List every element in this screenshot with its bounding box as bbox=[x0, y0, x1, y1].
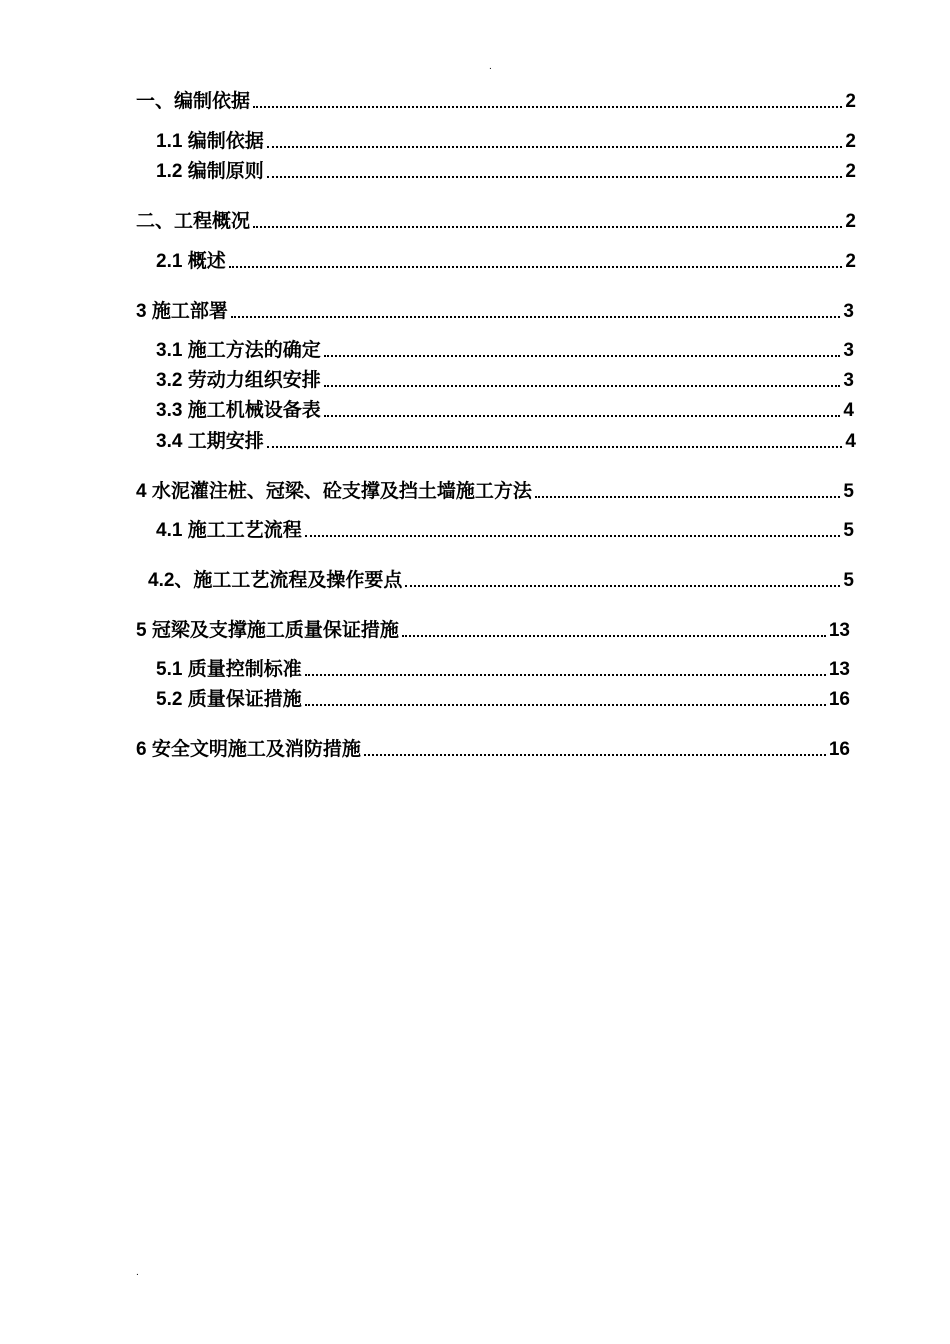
toc-entry-page: 2 bbox=[845, 251, 856, 272]
toc-leader-dots bbox=[364, 754, 826, 756]
toc-entry-page: 5 bbox=[843, 481, 854, 502]
toc-leader-dots bbox=[305, 535, 841, 537]
toc-leader-dots bbox=[267, 446, 843, 448]
toc-leader-dots bbox=[253, 226, 842, 228]
toc-entry-5-2[interactable] bbox=[156, 687, 850, 713]
toc-entry-page: 5 bbox=[843, 570, 854, 591]
toc-entry-page: 16 bbox=[828, 739, 850, 760]
toc-entry-title: 3.4 工期安排 bbox=[156, 431, 264, 452]
toc-entry-2-1[interactable] bbox=[156, 249, 856, 275]
toc-entry-page: 2 bbox=[845, 91, 856, 112]
toc-entry-page: 3 bbox=[843, 370, 854, 391]
toc-entry-4[interactable] bbox=[136, 479, 854, 505]
toc-leader-dots bbox=[405, 585, 840, 587]
toc-entry-title: 3.1 施工方法的确定 bbox=[156, 340, 321, 361]
toc-entry-6[interactable] bbox=[136, 737, 850, 763]
toc-leader-dots bbox=[324, 355, 841, 357]
toc-entry-title: 1.1 编制依据 bbox=[156, 131, 264, 152]
toc-entry-4-1[interactable] bbox=[156, 518, 854, 544]
footer-mark: . bbox=[136, 1267, 139, 1278]
toc-entry-5[interactable] bbox=[136, 618, 850, 644]
toc-entry-5-1[interactable] bbox=[156, 657, 850, 683]
toc-entry-title: 二、工程概况 bbox=[136, 211, 251, 232]
toc-leader-dots bbox=[324, 385, 841, 387]
toc-entry-1-1[interactable] bbox=[156, 129, 856, 155]
toc-leader-dots bbox=[324, 415, 841, 417]
toc-leader-dots bbox=[253, 106, 842, 108]
toc-entry-title: 5 冠梁及支撑施工质量保证措施 bbox=[136, 620, 399, 641]
toc-entry-page: 3 bbox=[843, 301, 854, 322]
toc-entry-page: 5 bbox=[843, 520, 854, 541]
toc-entry-title: 3 施工部署 bbox=[136, 301, 228, 322]
toc-leader-dots bbox=[305, 704, 826, 706]
toc-entry-title: 5.2 质量保证措施 bbox=[156, 689, 302, 710]
toc-entry-4-2[interactable] bbox=[148, 568, 854, 594]
toc-entry-3-1[interactable] bbox=[156, 338, 854, 364]
toc-entry-title: 1.2 编制原则 bbox=[156, 161, 264, 182]
toc-entry-title: 6 安全文明施工及消防措施 bbox=[136, 739, 361, 760]
toc-entry-3-2[interactable] bbox=[156, 368, 854, 394]
toc-entry-title: 3.2 劳动力组织安排 bbox=[156, 370, 321, 391]
toc-entry-page: 13 bbox=[828, 659, 850, 680]
toc-entry-title: 5.1 质量控制标准 bbox=[156, 659, 302, 680]
toc-entry-title: 4 水泥灌注桩、冠梁、砼支撑及挡土墙施工方法 bbox=[136, 481, 532, 502]
toc-entry-page: 4 bbox=[845, 431, 856, 452]
toc-entry-3-4[interactable] bbox=[156, 429, 856, 455]
toc-entry-title: 4.2、施工工艺流程及操作要点 bbox=[148, 570, 403, 591]
toc-leader-dots bbox=[267, 176, 843, 178]
toc-entry-page: 3 bbox=[843, 340, 854, 361]
toc-entry-title: 4.1 施工工艺流程 bbox=[156, 520, 302, 541]
toc-entry-title: 2.1 概述 bbox=[156, 251, 226, 272]
toc-entry-page: 2 bbox=[845, 161, 856, 182]
toc-leader-dots bbox=[305, 674, 826, 676]
toc-entry-page: 2 bbox=[845, 131, 856, 152]
toc-entry-2[interactable] bbox=[136, 209, 856, 235]
header-mark: . bbox=[489, 61, 492, 72]
toc-leader-dots bbox=[402, 635, 826, 637]
toc-entry-page: 4 bbox=[843, 400, 854, 421]
toc-entry-page: 16 bbox=[828, 689, 850, 710]
toc-leader-dots bbox=[267, 146, 843, 148]
toc-entry-page: 13 bbox=[828, 620, 850, 641]
toc-leader-dots bbox=[231, 316, 841, 318]
toc-leader-dots bbox=[229, 266, 843, 268]
toc-entry-3[interactable] bbox=[136, 299, 854, 325]
toc-entry-page: 2 bbox=[845, 211, 856, 232]
toc-entry-title: 3.3 施工机械设备表 bbox=[156, 400, 321, 421]
toc-entry-title: 一、编制依据 bbox=[136, 91, 251, 112]
toc-leader-dots bbox=[535, 496, 841, 498]
toc-entry-1-2[interactable] bbox=[156, 159, 856, 185]
toc-entry-3-3[interactable] bbox=[156, 398, 854, 424]
toc-entry-1[interactable] bbox=[136, 89, 856, 115]
